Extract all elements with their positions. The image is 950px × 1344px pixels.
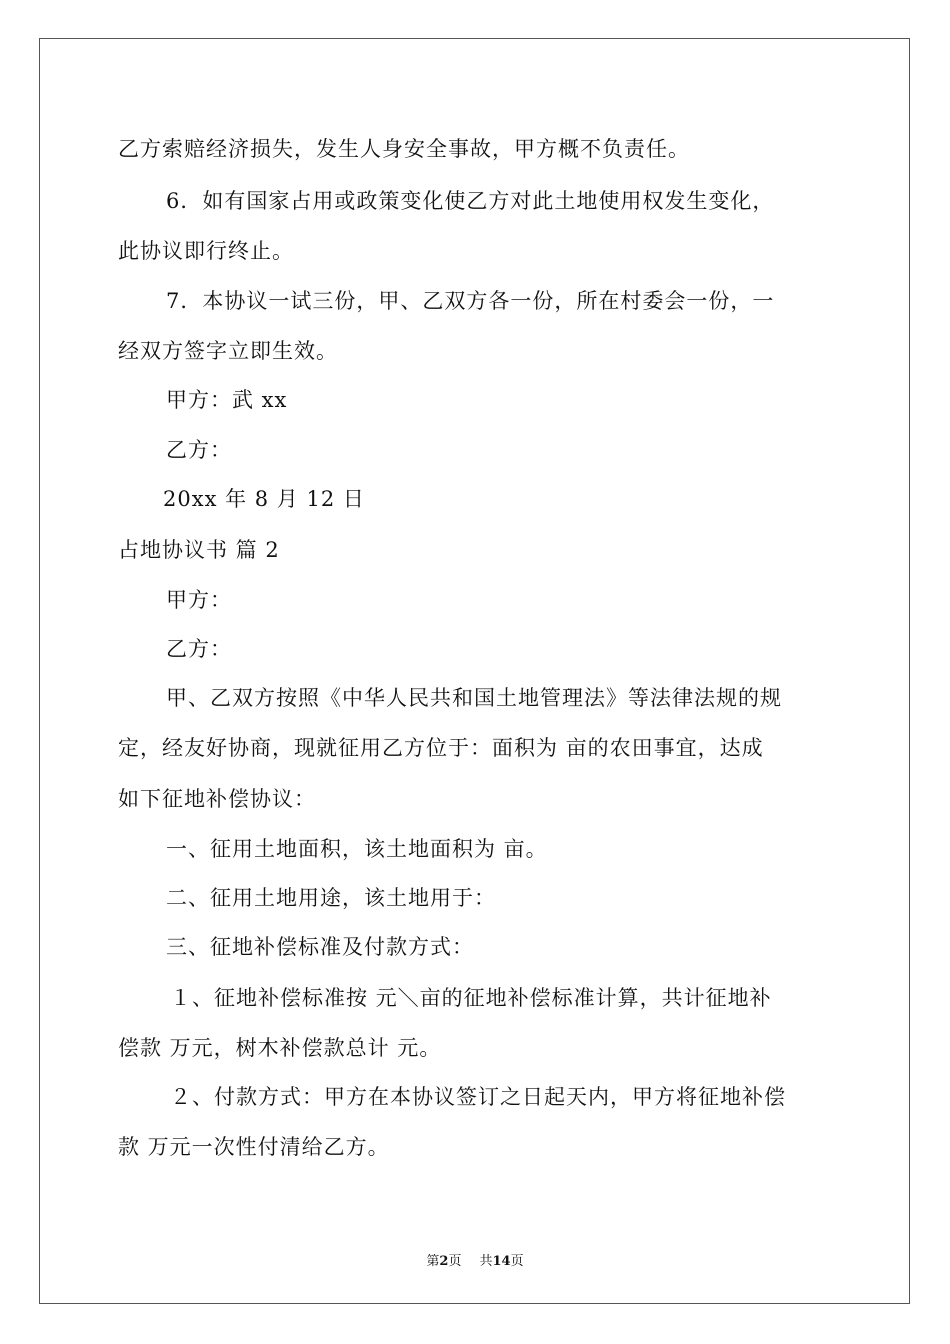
clause-1: 一、征用土地面积，该土地面积为 亩。: [166, 837, 548, 861]
signature-party-b: 乙方：: [166, 438, 232, 462]
text-line-13: 定，经友好协商，现就征用乙方位于：面积为 亩的农田事宜，达成: [118, 736, 764, 760]
clause-3-2: ２、付款方式：甲方在本协议签订之日起天内，甲方将征地补偿: [170, 1085, 786, 1109]
text-line-12: 甲、乙双方按照《中华人民共和国土地管理法》等法律法规的规: [166, 686, 782, 710]
signature-date: 20xx 年 8 月 12 日: [163, 487, 365, 511]
text-line-14: 如下征地补偿协议：: [118, 787, 316, 811]
text-line-1: 乙方索赔经济损失，发生人身安全事故，甲方概不负责任。: [118, 137, 690, 161]
page-border: [39, 38, 910, 1304]
section-title: 占地协议书 篇 2: [118, 538, 280, 562]
clause-2: 二、征用土地用途，该土地用于：: [166, 886, 496, 910]
text-line-4: 7．本协议一试三份，甲、乙双方各一份，所在村委会一份，一: [166, 289, 775, 313]
text-line-5: 经双方签字立即生效。: [118, 339, 338, 363]
party-b-label: 乙方：: [166, 637, 232, 661]
footer-total-unit: 页: [510, 1254, 524, 1269]
text-line-2: 6．如有国家占用或政策变化使乙方对此土地使用权发生变化，: [166, 189, 775, 213]
signature-party-a: 甲方：武 xx: [166, 388, 288, 412]
clause-3-1: １、征地补偿标准按 元＼亩的征地补偿标准计算，共计征地补: [170, 986, 772, 1010]
clause-3: 三、征地补偿标准及付款方式：: [166, 935, 474, 959]
footer-page-unit: 页: [448, 1254, 462, 1269]
page-footer: [0, 1250, 950, 1269]
text-line-3: 此协议即行终止。: [118, 239, 294, 263]
text-line-19: 偿款 万元，树木补偿款总计 元。: [118, 1036, 442, 1060]
footer-page-number: 2: [439, 1254, 449, 1269]
footer-total-prefix: 共: [479, 1254, 493, 1269]
text-line-21: 款 万元一次性付清给乙方。: [118, 1135, 390, 1159]
footer-page-prefix: 第: [426, 1254, 440, 1269]
party-a-label: 甲方：: [166, 588, 232, 612]
footer-total-number: 14: [492, 1254, 511, 1269]
